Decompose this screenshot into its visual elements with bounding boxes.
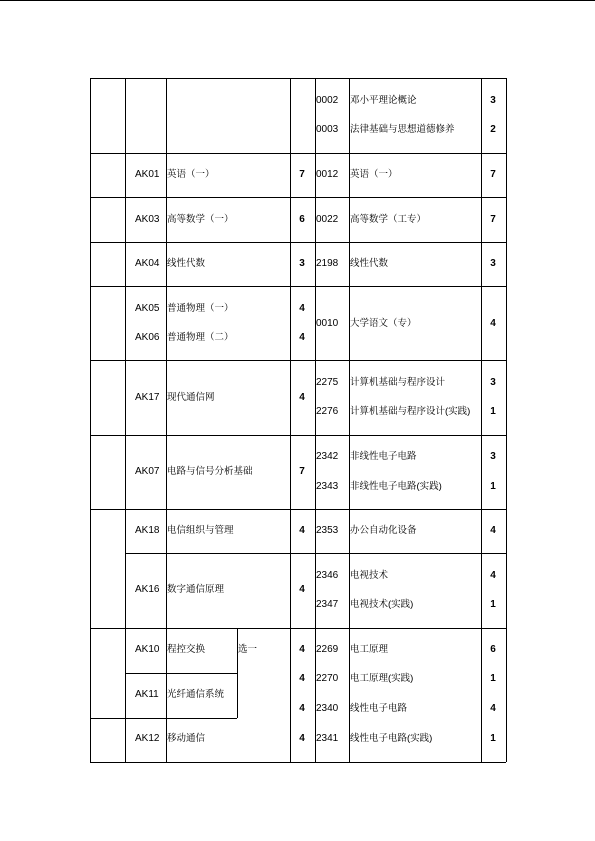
ak-credit: 4 bbox=[299, 525, 305, 536]
ak-credit: 4 bbox=[299, 703, 305, 714]
exam-credit: 4 bbox=[490, 525, 496, 536]
row-divider bbox=[90, 360, 506, 361]
ak-course-name: 普通物理（二） bbox=[167, 332, 234, 343]
ak-code: AK01 bbox=[135, 169, 160, 180]
exam-name: 电工原理 bbox=[350, 644, 389, 655]
row-divider bbox=[90, 509, 506, 510]
exam-name: 邓小平理论概论 bbox=[350, 95, 417, 106]
exam-credit: 7 bbox=[490, 214, 496, 225]
exam-code: 2347 bbox=[316, 599, 339, 610]
ak-code: AK06 bbox=[135, 332, 160, 343]
exam-credit: 1 bbox=[490, 406, 496, 417]
exam-credit: 4 bbox=[490, 703, 496, 714]
exam-credit: 1 bbox=[490, 481, 496, 492]
exam-code: 2270 bbox=[316, 673, 339, 684]
ak-credit: 4 bbox=[299, 332, 305, 343]
exam-credit: 1 bbox=[490, 733, 496, 744]
ak-credit: 7 bbox=[299, 169, 305, 180]
table-border-right bbox=[506, 78, 507, 762]
row-divider bbox=[90, 242, 506, 243]
ak-code: AK12 bbox=[135, 733, 160, 744]
exam-code: 2342 bbox=[316, 451, 339, 462]
row-divider bbox=[90, 197, 506, 198]
elective-note: 选一 bbox=[238, 644, 258, 655]
exam-code: 2346 bbox=[316, 570, 339, 581]
ak-code: AK18 bbox=[135, 525, 160, 536]
ak-code: AK03 bbox=[135, 214, 160, 225]
exam-name: 非线性电子电路(实践) bbox=[350, 481, 442, 492]
exam-credit: 3 bbox=[490, 258, 496, 269]
row-divider bbox=[90, 628, 506, 629]
ak-course-name: 程控交换 bbox=[167, 644, 206, 655]
course-mapping-table bbox=[90, 78, 506, 762]
exam-credit: 1 bbox=[490, 673, 496, 684]
ak-course-name: 电路与信号分析基础 bbox=[167, 466, 253, 477]
ak-code: AK10 bbox=[135, 644, 160, 655]
ak-code: AK04 bbox=[135, 258, 160, 269]
ak-course-name: 现代通信网 bbox=[167, 392, 215, 403]
row-divider bbox=[125, 553, 506, 554]
exam-name: 线性电子电路(实践) bbox=[350, 733, 433, 744]
ak-credit: 4 bbox=[299, 644, 305, 655]
ak-credit: 3 bbox=[299, 258, 305, 269]
row-divider bbox=[90, 153, 506, 154]
exam-credit: 1 bbox=[490, 599, 496, 610]
exam-credit: 3 bbox=[490, 377, 496, 388]
row-divider bbox=[90, 435, 506, 436]
exam-name: 计算机基础与程序设计 bbox=[350, 377, 446, 388]
ak-credit: 4 bbox=[299, 673, 305, 684]
exam-name: 法律基础与思想道德修养 bbox=[350, 124, 455, 135]
exam-credit: 4 bbox=[490, 570, 496, 581]
exam-code: 0010 bbox=[316, 318, 339, 329]
ak-course-name: 高等数学（一） bbox=[167, 214, 234, 225]
column-divider bbox=[125, 78, 126, 762]
exam-code: 2276 bbox=[316, 406, 339, 417]
exam-code: 0012 bbox=[316, 169, 339, 180]
exam-name: 电视技术(实践) bbox=[350, 599, 414, 610]
ak-credit: 4 bbox=[299, 392, 305, 403]
exam-code: 2198 bbox=[316, 258, 339, 269]
exam-credit: 6 bbox=[490, 644, 496, 655]
ak-code: AK05 bbox=[135, 303, 160, 314]
ak-credit: 4 bbox=[299, 733, 305, 744]
ak-code: AK16 bbox=[135, 584, 160, 595]
exam-name: 线性代数 bbox=[350, 258, 389, 269]
exam-code: 0022 bbox=[316, 214, 339, 225]
exam-code: 0003 bbox=[316, 124, 339, 135]
exam-name: 办公自动化设备 bbox=[350, 525, 417, 536]
row-divider bbox=[90, 718, 237, 719]
exam-credit: 3 bbox=[490, 451, 496, 462]
ak-credit: 7 bbox=[299, 466, 305, 477]
exam-code: 2275 bbox=[316, 377, 339, 388]
column-divider bbox=[481, 78, 482, 762]
page-top-border bbox=[0, 0, 595, 1]
ak-credit: 4 bbox=[299, 584, 305, 595]
exam-name: 非线性电子电路 bbox=[350, 451, 417, 462]
row-divider bbox=[125, 673, 237, 674]
ak-credit: 6 bbox=[299, 214, 305, 225]
ak-course-name: 普通物理（一） bbox=[167, 303, 234, 314]
exam-name: 计算机基础与程序设计(实践) bbox=[350, 406, 471, 417]
ak-course-name: 电信组织与管理 bbox=[167, 525, 234, 536]
ak-code: AK07 bbox=[135, 466, 160, 477]
ak-course-name: 移动通信 bbox=[167, 733, 206, 744]
exam-code: 2269 bbox=[316, 644, 339, 655]
exam-code: 2341 bbox=[316, 733, 339, 744]
table-border-top bbox=[90, 78, 506, 79]
exam-name: 线性电子电路 bbox=[350, 703, 408, 714]
exam-code: 0002 bbox=[316, 95, 339, 106]
ak-code: AK11 bbox=[135, 689, 159, 700]
exam-credit: 7 bbox=[490, 169, 496, 180]
exam-code: 2340 bbox=[316, 703, 339, 714]
column-divider bbox=[290, 78, 291, 762]
elective-divider bbox=[237, 628, 238, 718]
exam-name: 英语（一） bbox=[350, 169, 398, 180]
row-divider bbox=[90, 286, 506, 287]
exam-name: 高等数学（工专） bbox=[350, 214, 427, 225]
exam-code: 2343 bbox=[316, 481, 339, 492]
exam-credit: 2 bbox=[490, 124, 496, 135]
ak-course-name: 数字通信原理 bbox=[167, 584, 225, 595]
ak-course-name: 英语（一） bbox=[167, 169, 215, 180]
exam-name: 电工原理(实践) bbox=[350, 673, 414, 684]
exam-name: 大学语文（专） bbox=[350, 318, 417, 329]
exam-code: 2353 bbox=[316, 525, 339, 536]
exam-credit: 3 bbox=[490, 95, 496, 106]
ak-code: AK17 bbox=[135, 392, 160, 403]
ak-credit: 4 bbox=[299, 303, 305, 314]
exam-credit: 4 bbox=[490, 318, 496, 329]
table-border-bottom bbox=[90, 762, 506, 763]
exam-name: 电视技术 bbox=[350, 570, 389, 581]
table-border-left bbox=[90, 78, 91, 762]
ak-course-name: 线性代数 bbox=[167, 258, 206, 269]
ak-course-name: 光纤通信系统 bbox=[167, 689, 225, 700]
